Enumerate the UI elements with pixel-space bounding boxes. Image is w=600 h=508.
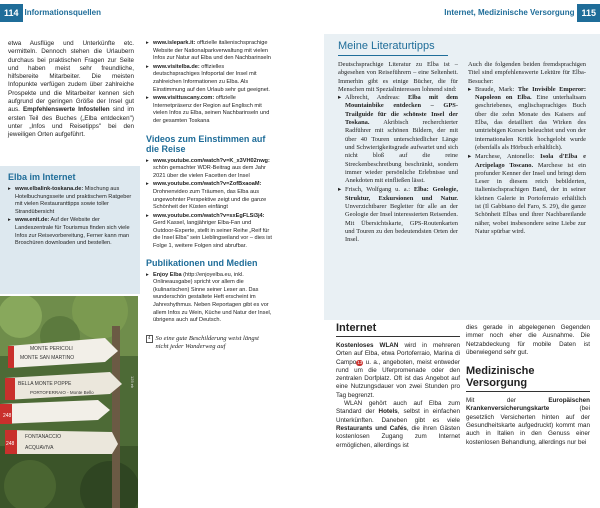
list-item: ▸ Frisch, Wolfgang u. a.: Elba: Geologie, Struktur, Exkursionen und Natur. Unverzichtbarer Begleiter für alle an der Geologie der Insel interessierten Reisenden. Mit Übersichtskarte, GPS-Routenkarten und Touren zu den bedeutendsten Orten der Insel.: [338, 186, 458, 244]
elba-internet-heading: Elba im Internet: [8, 172, 76, 182]
medical-paragraph: Mit der Europäischen Krankenversicherungskarte (bei gesetzlich Versicherten hinten auf der Gesundheitskarte aufgedruckt) kommt man auch in Italien in den Genuss einer kostenlosen Behandlung, allerdings nur bei: [466, 397, 590, 446]
right-header: [300, 4, 600, 22]
medical-section: [466, 324, 590, 447]
list-item: ▸ Marchese, Antonello: Isola d'Elba e Arcipelago Toscano. Marchese ist ein profunder Kenner der Insel und bringt dem Leser in diesem reich bebilderten, italienischsprachigen Band, der in seiner kleinen Galerie in Portoferraio erhältlich ist (Il Gabbiano del Faro, S. 29), die ganze Schönheit Elbas und ihrer Nachbareilande näher, wobei insbesondere seine Liebe zur Natur spürbar wird.: [468, 153, 586, 236]
left-header-title: Informationsquellen: [23, 4, 105, 22]
list-item: ▸ www.youtube.com/watch?v=sxEgFLSi3j4: Gerd Kassel, langjähriger Elba-Fan und Outdoor-Experte, stellt in seiner Reihe „Reif für die Insel Elba" sein Lieblingseiland vor – dies ist Folge 1, weitere Folgen sind abrufbar.: [146, 213, 272, 251]
list-item: ▸ www.visittuscany.com: offizielle Internetpräsenz der Region auf Englisch mit vielen Infos zu Elba, seinen Nachbarinseln und der gesamten Toskana: [146, 95, 272, 125]
internet-continued: dies gerade in abgelegenen Gegenden immer noch eher die Ausnahme. Die Netzabdeckung für mobile Daten ist überwiegend sehr gut.: [466, 324, 590, 356]
list-item: ▸ www.youtube.com/watch?v=ZofBxaoaM: Drohnenvideo zum Träumen, das Elba aus ungewohnter Perspektive zeigt und die ganze Schönheit der Küsten einfängt: [146, 181, 272, 211]
sign-2: MONTE SAN MARTINO: [20, 355, 75, 361]
medical-heading: Medizinische Versorgung: [466, 365, 535, 390]
right-page: [300, 0, 600, 508]
left-intro-text: etwa Ausflüge und Unterkünfte etc. vermitteln. Dennoch stehen die Urlaubern durchaus bei praktischen Fragen zur Seite und haben meist sehr freundliche, hilfsbereite Mitarbeiter. Die meisten Infopunkte verfügen zudem über zahlreiche Prospekte und die Mitarbeiter kennen sich aufgrund der geringen Größe der Insel gut aus. Empfehlenswerte Infostellen sind im ersten Teil des Buches („Elba entdecken") unter „Infos und Reisetipps" bei den jeweiligen Orten aufgeführt.: [8, 40, 134, 139]
left-col2: [146, 40, 272, 351]
map-marker-icon: 13: [357, 359, 363, 365]
list-item: ▸ Albrecht, Andreas: Elba mit dem Mountainbike entdecken – GPS-Trailguide für die schönste Insel der Toskana. Akribisch recherchierter Radführer mit schönen Bildern, der mit über 40 Touren unterschiedlicher Länge und Schwierigkeitsgrade aufwartet und sich nicht bloß auf die reine Streckenbeschreibung beschränkt, sondern immer wieder persönliche Erlebnisse und Anekdoten mit einfließen lässt.: [338, 94, 458, 185]
sign-3: BELLA MONTE POPPE: [18, 381, 72, 387]
sign-number-1: 248: [3, 413, 12, 419]
elba-internet-box: [0, 166, 140, 294]
right-header-title: Internet, Medizinische Versorgung: [440, 4, 577, 22]
right-page-number: 115: [577, 4, 600, 22]
internet-heading: Internet: [336, 322, 377, 334]
photo-caption: 4 So eine gute Beschilderung weist längst nicht jeder Wanderweg auf: [148, 334, 259, 350]
photo-credit: 125 eb: [130, 376, 135, 389]
literature-heading: Meine Literaturtipps: [338, 40, 435, 52]
internet-section: [336, 322, 460, 450]
left-page-number: 114: [0, 4, 23, 22]
sign-number-2: 248: [6, 441, 15, 447]
list-item: ▸ www.elbalink-toskana.de: Mischung aus Hotelbuchungsseite und praktischem Ratgeber mit vielen Restauranttipps sowie toller Strandübersicht: [8, 186, 134, 216]
literature-col1: Deutschsprachige Literatur zu Elba ist – abgesehen von Reiseführern – eine Seltenheit. Immerhin gibt es einige Bücher, die für Menschen mit Spezialinteressen lohnend sind: ▸ Albrecht, Andreas: Elba mit dem Mountainbike entdecken – GPS-Trailguide für die schönste Insel der Toskana. Akribisch recherchierter Radführer mit schönen Bildern, der mit über 40 Touren unterschiedlicher Länge und Schwierigkeitsgrade aufwartet und sich nicht bloß auf die reine Streckenbeschreibung beschränkt, sondern immer wieder persönliche Erlebnisse und Anekdoten mit einfließen lässt. ▸ Frisch, Wolfgang u. a.: Elba: Geologie, Struktur, Exkursionen und Natur. Unverzichtbarer Begleiter für alle an der Geologie der Insel interessierten Reisenden. Mit Übersichtskarte, GPS-Routenkarten und Touren zu den bedeutendsten Orten der Insel.: [338, 61, 458, 246]
medical-rule: [466, 391, 590, 392]
sign-5: FONTANACCIO: [25, 434, 62, 440]
list-item: ▸ Enjoy Elba (http://enjoyelba.eu, inkl. Onlineausgabe) spricht vor allem die (kulinarischen) Sinne seiner Leser an. Das wunderschön gestaltete Heft erscheint im Jahreshythmus. Neben Reportagen gibt es vor allem Infos zu Wein, Küche und Natur der Insel, übrigens auch auf Deutsch.: [146, 272, 272, 325]
internet-paragraph-2: WLAN gehört auch auf Elba zum Standard der Hotels, selbst in einfachen Unterkünften. Daneben gibt es viele Restaurants und Cafés, die ihren Gästen kostenlosen Zugang zum Internet ermöglichen, allerdings ist: [336, 400, 460, 449]
list-item: ▸ Braude, Mark: The Invisible Emperor: Napoleon on Elba. Eine unterhaltsam geschriebenes, englischsprachiges Buch über die zehn Monate des Kaisers auf Elba, das detailliert das Wirken des umtriebigen Korsen beleuchtet und von der internationalen Kritik hochgelobt wurde (ebenfalls als Hörbuch erhältlich).: [468, 86, 586, 152]
list-item: ▸ www.visitelba.de: offizielles deutschsprachiges Infoportal der Insel mit zahlreichen Informationen zu Elba. Als Einstimmung auf den Urlaub sehr gut geeignet.: [146, 64, 272, 94]
literature-box: [324, 34, 600, 320]
list-item: ▸ www.islepark.it: offizielle italienischsprachige Website der Nationalparkverwaltung mit vielen Infos zur Natur auf Elba und den Nachbarinseln: [146, 40, 272, 63]
list-item: ▸ www.youtube.com/watch?v=K_x3VH02nwg: schön gemachter WDR-Beitrag aus dem Jahr 2021 über die vielen Facetten der Insel: [146, 158, 272, 181]
heading-rule: [338, 55, 448, 56]
left-header: [0, 4, 300, 22]
trail-sign-photo: [0, 296, 138, 508]
list-item: ▸ www.enit.de: Auf der Website der Landeszentrale für Tourismus finden sich viele Infos zur Reisevorbereitung, Ferner kann man Broschüren downloaden und bestellen.: [8, 217, 134, 247]
sign-4: PORTOFERRAIO - Monte Bello: [30, 390, 94, 395]
sign-1: MONTE PERICOLI: [30, 346, 73, 352]
sign-6: ACQUAVIVA: [25, 445, 54, 451]
internet-paragraph-1: Kostenloses WLAN wird in mehreren Orten auf Elba, etwa Portoferraio, Marina di Campo13 u. a., angeboten, meist entweder rund um die Uferpromenade oder den zentralen Dorfplatz. Oft ist das Angebot auf eine Nutzungsdauer von zwei Stunden pro Tag begrenzt.: [336, 342, 460, 399]
internet-rule: [336, 336, 460, 337]
caption-marker: 4: [148, 335, 151, 341]
literature-col2: Auch die folgenden beiden fremdsprachigen Titel sind empfehlenswerte Lektüre für Elba-Besucher: ▸ Braude, Mark: The Invisible Emperor: Napoleon on Elba. Eine unterhaltsam geschriebenes, englischsprachiges Buch über die zehn Monate des Kaisers auf Elba, das detailliert das Wirken des umtriebigen Korsen beleuchtet und von der internationalen Kritik hochgelobt wurde (ebenfalls als Hörbuch erhältlich). ▸ Marchese, Antonello: Isola d'Elba e Arcipelago Toscano. Marchese ist ein profunder Kenner der Insel und bringt dem Leser in diesem reich bebilderten, italienischsprachigen Band, der in seiner kleinen Galerie in Portoferraio erhältlich ist (Il Gabbiano del Faro, S. 29), die ganze Schönheit Elbas und ihrer Nachbareilande näher, wobei insbesondere seine Liebe zur Natur spürbar wird.: [468, 61, 586, 246]
videos-heading: Videos zum Einstimmen auf die Reise: [146, 133, 266, 154]
publications-heading: Publikationen und Medien: [146, 257, 258, 268]
